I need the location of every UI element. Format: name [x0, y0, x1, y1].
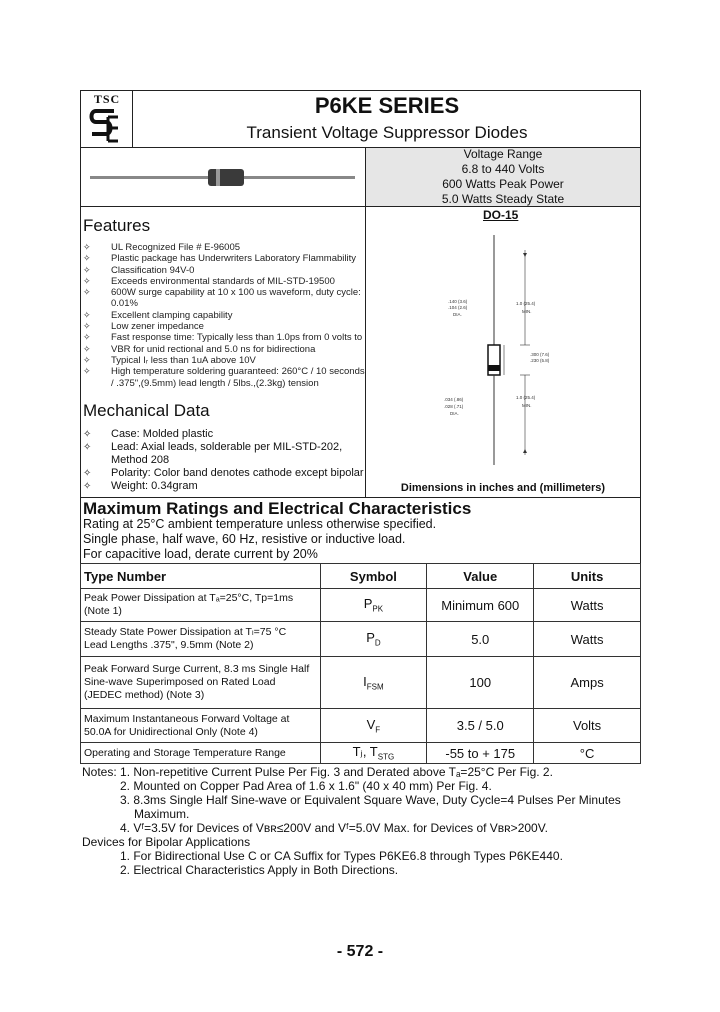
list-item: ✧ High temperature soldering guaranteed: 260°C / 10 seconds / .375",(9.5mm) lead length / 5lbs.,(2.3kg) tension — [83, 366, 365, 389]
note-line: 2. Electrical Characteristics Apply in Both Directions. — [120, 863, 399, 877]
spec-voltage-range: Voltage Range — [463, 147, 543, 161]
bullet-icon: ✧ — [83, 481, 92, 492]
header-type-number: Type Number — [81, 564, 321, 589]
table-row: Operating and Storage Temperature Range Tⱼ, $T_{STG}$ -55 to + 175 °C — [81, 743, 641, 764]
header-units: Units — [534, 564, 641, 589]
list-item: ✧ Weight: 0.34gram — [83, 480, 198, 492]
tsc-logo-icon — [84, 107, 130, 145]
list-item: ✧ Case: Molded plastic — [83, 428, 214, 440]
dim-text: DIA. — [450, 411, 459, 416]
note-line: 3. 8.3ms Single Half Sine-wave or Equivalent Square Wave, Duty Cycle=4 Pulses Per Minutes — [120, 793, 621, 807]
list-item: ✧ UL Recognized File # E-96005 — [83, 242, 241, 253]
note-line: 1. For Bidirectional Use C or CA Suffix for Types P6KE6.8 through Types P6KE440. — [120, 849, 563, 863]
list-item: ✧ Fast response time: Typically less than 1.0ps from 0 volts to — [83, 332, 363, 344]
package-caption: Dimensions in inches and (millimeters) — [400, 482, 606, 494]
dim-text: .140 (3.6) — [448, 299, 468, 304]
bullet-icon: ✧ — [83, 354, 91, 365]
dim-text: MIN. — [522, 309, 532, 314]
list-item: ✧ Typical Iᵣ less than 1uA above 10V — [83, 354, 256, 366]
list-item: ✧ Low zener impedance — [83, 321, 204, 333]
list-item: ✧ Lead: Axial leads, solderable per MIL-STD-202, Method 208 — [83, 441, 343, 466]
dim-text: .230 (5.8) — [530, 358, 550, 363]
package-name: DO-15 — [483, 208, 519, 222]
features-list — [83, 242, 365, 389]
bullet-icon: ✧ — [83, 332, 91, 343]
list-item: ✧ Excellent clamping capability — [83, 309, 233, 321]
page-number: - 572 - — [336, 943, 384, 960]
list-item: ✧ 600W surge capability at 10 x 100 us waveform, duty cycle: 0.01% — [83, 287, 361, 310]
ratings-line: Rating at 25°C ambient temperature unless otherwise specified. — [83, 517, 437, 531]
ratings-line: For capacitive load, derate current by 20% — [83, 547, 318, 561]
ratings-line: Single phase, half wave, 60 Hz, resistive or inductive load. — [83, 532, 406, 546]
list-item: ✧ Plastic package has Underwriters Laboratory Flammability — [83, 253, 356, 265]
list-item: ✧ VBR for unid rectional and 5.0 ns for bidirectiona — [83, 343, 316, 355]
dim-text: .028 (.71) — [444, 404, 464, 409]
bullet-icon: ✧ — [83, 275, 91, 286]
cathode-band — [488, 365, 500, 371]
list-item: ✧ Polarity: Color band denotes cathode except bipolar — [83, 467, 364, 479]
table-row: Peak Power Dissipation at Tₐ=25°C, Tp=1ms (Note 1) $P_{PK}$ Minimum 600 Watts — [81, 589, 641, 622]
mechanical-list — [83, 428, 365, 493]
bullet-icon: ✧ — [83, 429, 92, 440]
bullet-icon: ✧ — [83, 366, 91, 377]
logo — [84, 92, 130, 146]
page-subtitle: Transient Voltage Suppressor Diodes — [246, 123, 528, 142]
spec-peak-power: 600 Watts Peak Power — [442, 177, 564, 191]
bullet-icon: ✧ — [83, 468, 92, 479]
notes — [82, 765, 642, 877]
header-symbol: Symbol — [320, 564, 427, 589]
dim-text: .104 (2.6) — [448, 305, 468, 310]
note-line: 2. Mounted on Copper Pad Area of 1.6 x 1.6" (40 x 40 mm) Per Fig. 4. — [120, 779, 492, 793]
bullet-icon: ✧ — [83, 264, 91, 275]
bullet-icon: ✧ — [83, 343, 91, 354]
ratings-title: Maximum Ratings and Electrical Characteristics — [83, 499, 472, 518]
bullet-icon: ✧ — [83, 287, 91, 298]
header-value: Value — [427, 564, 534, 589]
bullet-icon: ✧ — [83, 242, 91, 252]
spec-voltage-values: 6.8 to 440 Volts — [461, 162, 545, 176]
package-drawing — [420, 225, 590, 480]
spec-list — [365, 147, 641, 207]
features-heading: Features — [83, 216, 151, 235]
dim-text: .034 (.86) — [444, 397, 464, 402]
bullet-icon: ✧ — [83, 309, 91, 320]
note-line: 4. Vᶠ=3.5V for Devices of Vʙʀ≤200V and Vᶠ=5.0V Max. for Devices of Vʙʀ>200V. — [120, 821, 548, 835]
note-line: Notes: 1. Non-repetitive Current Pulse Per Fig. 3 and Derated above Tₐ=25°C Per Fig. 2. — [82, 765, 553, 779]
list-item: ✧ Exceeds environmental standards of MIL-STD-19500 — [83, 275, 335, 287]
bullet-icon: ✧ — [83, 253, 91, 264]
dim-text: 1.0 (25.4) — [516, 301, 536, 306]
dim-text: 1.0 (25.4) — [516, 395, 536, 400]
note-line: Devices for Bipolar Applications — [82, 835, 251, 849]
mechanical-heading: Mechanical Data — [83, 401, 210, 420]
dim-text: .300 (7.6) — [530, 352, 550, 357]
logo-text: TSC — [93, 92, 121, 106]
table-row: Steady State Power Dissipation at Tₗ=75 °C Lead Lengths .375", 9.5mm (Note 2) $P_D$ 5.0 Watts — [81, 622, 641, 657]
table-row: Maximum Instantaneous Forward Voltage at 50.0A for Unidirectional Only (Note 4) $V_F$ 3.5 / 5.0 Volts — [81, 709, 641, 743]
spec-steady-state: 5.0 Watts Steady State — [441, 192, 565, 206]
table-header-row — [81, 564, 641, 589]
note-line: Maximum. — [134, 807, 190, 821]
dim-text: MIN. — [522, 403, 532, 408]
diode-photo-icon — [90, 165, 355, 191]
dim-text: DIA. — [453, 312, 462, 317]
ratings-table — [80, 563, 641, 764]
bullet-icon: ✧ — [83, 321, 91, 332]
list-item: ✧ Classification 94V-0 — [83, 264, 195, 276]
table-row: Peak Forward Surge Current, 8.3 ms Single Half Sine-wave Superimposed on Rated Load (JEDEC method) (Note 3) $I_{FSM}$ 100 Amps — [81, 657, 641, 709]
bullet-icon: ✧ — [83, 442, 92, 453]
page-title: P6KE SERIES — [314, 93, 460, 118]
